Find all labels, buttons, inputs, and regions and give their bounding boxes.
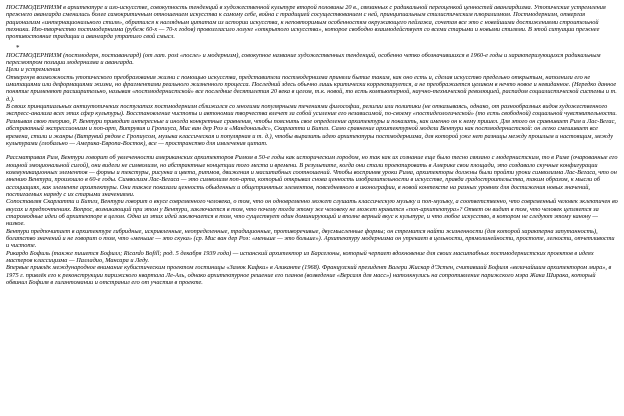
bofill-paragraph: Рикардо Бофиль (также пишется Бофилл; Ricardo Bofill; род. 5 декабря 1939 года) — испанский архитектор из Барселоны, который черпает вдохновение для своих масштабных постмодернистских проектов в идеях мастеров классицизма — Палладио, Мансара и Леду. [6,249,594,264]
separator-star: * [16,43,20,52]
intro-paragraph: ПОСТМОДЕРНИЗМ в архитектуре и изо-искусстве, совокупность тенденций в художественной культуре второй половины 20 в., связанных с радикальной переоценкой ценностей авангардизма. Утопические устремления прежнего авангарда сменились более самокритичным отношением искусства к самому себе, война с традицией сосуществованием с ней, принципиальным стилистическим плюрализмом. Постмодернизм, отвергая рационализм «интернационального стиля», обратился к наглядным цитатам из истории искусства, к неповторимым особенностям окружающего пейзажа, сочетая все это с новейшими достижениями строительной техники. Изо-творчество постмодернизма (рубеж 60-х — 70-х годов) провозгласило лозунг «открытого искусства», которое свободно взаимодействует со всеми старыми и новыми стилями. В этой ситуации прежнее противостояние традиции и авангарда утратило свой смысл. [6,4,606,41]
definition-paragraph: ПОСТМОДЕРНИЗМ (постмодерн, поставангард) (от лат. post «после» и модернизм), совокупное название художественных тенденций, особенно четко обозначившихся в 1960-е годы и характеризующихся радикальным пересмотром позиции модернизма и авангарда. [6,51,601,67]
goals-paragraph: Отвергнув возможность утопического преобразования жизни с помощью искусства, представители постмодернизма приняли бытие таким, как оно есть и, сделав искусство предельно открытым, наполнили его не имитациями или деформациями жизни, но фрагментами реального жизненного процесса. Последний здесь обычно лишь критически корректируется, а не преображается целиком в нечто новое и невиданное. (Нередко данное понятие применяют расширительно, называя «постмодернистской» все последние десятилетия 20 века в целом, т.к. новой, то есть компьютерной, научно-технической революцией, распадом социалистической системы и т. д.). [6,73,617,103]
venturi-comparison-paragraph: Размывая свою теорию, Р. Вентури приводит интересные и иногда конкретные сравнения, чтобы пояснить свое определение архитектуры и показать, как именно он к нему пришел. Для этого он сравнивает Рим и Лас-Вегас, абстрактный экспрессионизм и поп-арт, Витрувия и Гропиуса, Мис ван дер Роэ и «Макдональдс», Скарлатти и Битлз. Само сравнение архитектурной модели Вентури как постмодернистской: он легко смешивает все времена, стили и жанры (Витрувий рядом с Гропиусом, музыка классическая и популярная и т. д.), чтобы выразить идею архитектуры постмодернизма, для которой уже нет разницы между прошлым и настоящим, между культурами (глобально — Америка-Европа-Восток), все — пространство для извлечения цитат. [6,117,616,147]
venturi-forms-paragraph: Вентури предпочитает в архитектуре гибридные, искривленные, неопределенные, традиционные, противоречивые, двусмысленные формы; он стремится найти жизненности (для которой характерна запутанность), богатство значений и не говорит о том, что «меньше — это скука» (ср. Мис ван дер Роэ: «меньше — это больше»). Архитектуру модернизма он упрекает в цельности, прямолинейности, простоте, легкости, отчетливости и чистоте. [6,227,615,250]
section-heading: Цели и устремления [6,66,61,74]
principles-paragraph: В своих принципиальных антиутопичеких постулатах постмодернизм сближался со многими популярными течениями философии, религии или политики (не отказываясь, однако, от разнообразных видов художественного экспресс-анализа всех этих сфер культуры). Восстановление чистоты и автономии творчества влечет за собой усиление его независимой, по-своему «постидеологической» (то есть свободной) социальной чувствительности. [6,103,617,118]
bofill-projects-paragraph: Впервые привлёк международное внимание кубистическим проектом гостиницы «Замок Кафки» в Аликанте (1968). Французский президент Валери Жискар д'Эстен, считавший Бофиля «величайшим архитектором мира», в 1975 г. привлёк его к реконструкции парижского квартала Ле-Аль, однако архитектурное решение его планов (возведение «Версаля для масс») натолкнулись на сопротивление парижского мэра Жака Ширака, который обвинил Бофиля в гигантомании и отстранил его от участия в проекте. [6,264,612,287]
scarlatti-paragraph: Сопоставляя Скарлатти и Битлз, Вентури говорит о вкусе современного человека, о том, что он одновременно может слушать классическую музыку и поп-музыку, а соответственно, что современный человек эклектичен во вкусах и предпочтениях. Вопрос, возникающий при этом у Вентури, заключается в том, что почему тогда этому же человеку не может нравится «поп-архитектура»? Ответ он видит в том, что человек цепляется за старомодные идеи об архитекторе в целом. Одна из этих идей заключается в том, что существует один доминирующий и вполне верный вкус к культуре, и что любое искусство, в котором не следуют этому канону — низкое. [6,198,618,228]
document-page [6,4,618,286]
rome-paragraph: Рассматривая Рим, Вентури говорит об увлеченности американских архитекторов Римом в 50-е годы как историческим городом, но так как их сознание еще было тесно связано с модернистским, то в Риме (очарованные его мощной эмоциональной силой), они видели не символизм, но абстрактные концепции того места и времени. В результате, когда они стали проектировать в Америке свои площади, это создавало скучные конфигурации коммуникационных элементов — формы и текстуры, рисунка и цвета, ритмов, движения и масштабных соотношений. Чтобы восприняв уроки Рима, архитекторы должны были пройти уроки символизма Лас-Вегаса, что он мнению Вентури, произошло в 60-е годы. Символизм Лас-Вегаса — это символизм поп-арта, который открывал снова ценность изобразительности в искусстве, правда градостроительства, таким образом, к мысли об ассоциациях, как элементе архитектуры. Они также показали ценность обыденных и общепринятых элементов, повседневного в иконографии, в новой контексте на разных уровнях для достижения новых значений, постигаемых наряду с их старыми значениями. [6,154,618,198]
